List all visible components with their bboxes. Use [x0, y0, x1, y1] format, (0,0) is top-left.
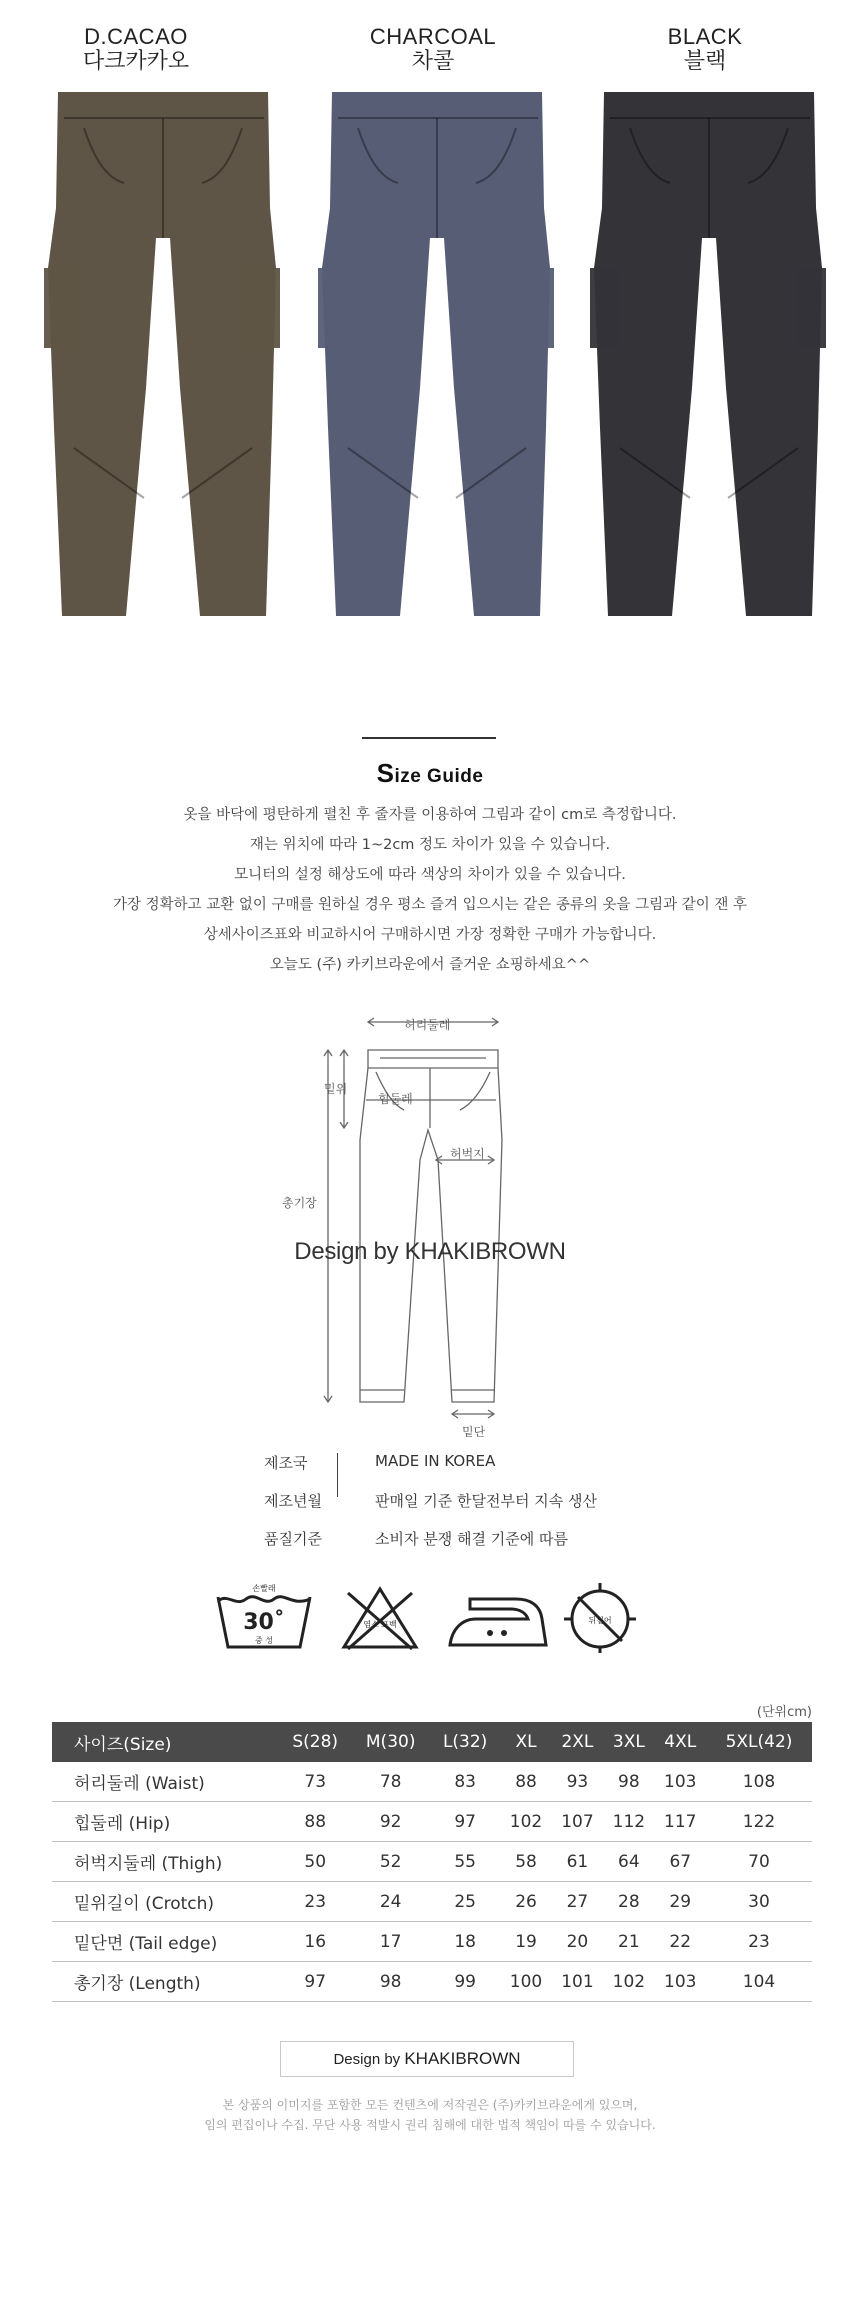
table-cell: 22 — [655, 1922, 706, 1962]
label-thigh: 허벅지 — [450, 1147, 485, 1161]
copyright-notice: 본 상품의 이미지를 포함한 모든 컨텐츠에 저작권은 (주)카키브라운에게 있으며, 임의 편집이나 수집. 무단 사용 적발시 권리 침해에 대한 법적 책임이 따를 수 있습니다. — [204, 2098, 656, 2132]
note-line: 재는 위치에 따라 1~2cm 정도 차이가 있을 수 있습니다. — [249, 837, 611, 853]
table-cell: 99 — [430, 1962, 500, 2002]
table-cell: 98 — [351, 1962, 430, 2002]
table-cell: 58 — [500, 1842, 551, 1882]
svg-text:중 성: 중 성 — [255, 1636, 273, 1645]
table-cell: 108 — [706, 1762, 812, 1802]
table-cell: 16 — [279, 1922, 351, 1962]
row-label: 허리둘레 (Waist) — [52, 1762, 279, 1802]
table-cell: 122 — [706, 1802, 812, 1842]
table-cell: 23 — [706, 1922, 812, 1962]
variant-label-dcacao: D.CACAO 다크카카오 — [82, 24, 190, 74]
table-cell: 20 — [552, 1922, 603, 1962]
variant-label-black: BLACK 블랙 — [667, 24, 743, 74]
table-cell: 26 — [500, 1882, 551, 1922]
table-row — [52, 1962, 812, 2002]
label-hem: 밑단 — [462, 1425, 486, 1439]
table-cell: 50 — [279, 1842, 351, 1882]
variant-label-charcoal: CHARCOAL 차콜 — [369, 24, 497, 74]
table-cell: 88 — [279, 1802, 351, 1842]
table-cell: 25 — [430, 1882, 500, 1922]
table-cell: 101 — [552, 1962, 603, 2002]
watermark-text: Design by KHAKIBROWN — [294, 1238, 566, 1265]
pants-image-dcacao — [44, 88, 280, 618]
no-bleach-icon — [340, 1583, 420, 1653]
table-cell: 29 — [655, 1882, 706, 1922]
label-rise: 밑위 — [324, 1082, 348, 1096]
note-line: 모니터의 설정 해상도에 따라 색상의 차이가 있을 수 있습니다. — [234, 867, 626, 883]
hand-wash-icon — [214, 1583, 314, 1653]
size-guide-notes — [0, 800, 860, 980]
table-row — [52, 1762, 812, 1802]
table-cell: 104 — [706, 1962, 812, 2002]
brand-box: Design by KHAKIBROWN — [280, 2041, 574, 2077]
label-waist: 허리둘레 — [404, 1018, 451, 1032]
table-row — [52, 1802, 812, 1842]
svg-text:30˚: 30˚ — [243, 1610, 285, 1635]
table-cell: 102 — [603, 1962, 654, 2002]
table-cell: 30 — [706, 1882, 812, 1922]
table-cell: 107 — [552, 1802, 603, 1842]
table-header: 3XL — [603, 1722, 654, 1762]
measurement-diagram — [280, 1010, 580, 1440]
table-cell: 97 — [430, 1802, 500, 1842]
size-table — [52, 1722, 812, 2002]
table-header: 5XL(42) — [706, 1722, 812, 1762]
table-row — [52, 1842, 812, 1882]
table-header: 2XL — [552, 1722, 603, 1762]
table-cell: 67 — [655, 1842, 706, 1882]
svg-text:손빨래: 손빨래 — [252, 1584, 276, 1593]
row-label: 밑단면 (Tail edge) — [52, 1922, 279, 1962]
note-line: 옷을 바닥에 평탄하게 펼친 후 줄자를 이용하여 그림과 같이 cm로 측정합니다. — [183, 807, 677, 823]
label-hip: 힙둘레 — [378, 1092, 413, 1106]
table-cell: 78 — [351, 1762, 430, 1802]
table-cell: 23 — [279, 1882, 351, 1922]
row-label: 허벅지둘레 (Thigh) — [52, 1842, 279, 1882]
svg-text:뒤집어: 뒤집어 — [588, 1616, 612, 1625]
table-cell: 97 — [279, 1962, 351, 2002]
dry-icon — [562, 1583, 638, 1653]
section-divider — [362, 737, 496, 739]
unit-label: (단위cm) — [756, 1705, 812, 1720]
table-header-row — [52, 1722, 812, 1762]
table-cell: 103 — [655, 1762, 706, 1802]
table-cell: 18 — [430, 1922, 500, 1962]
table-header: 사이즈(Size) — [52, 1722, 279, 1762]
table-cell: 19 — [500, 1922, 551, 1962]
table-cell: 112 — [603, 1802, 654, 1842]
table-cell: 55 — [430, 1842, 500, 1882]
table-header: M(30) — [351, 1722, 430, 1762]
table-cell: 73 — [279, 1762, 351, 1802]
note-line: 상세사이즈표와 비교하시어 구매하시면 가장 정확한 구매가 가능합니다. — [203, 927, 657, 943]
svg-text:염소 표백: 염소 표백 — [363, 1620, 397, 1629]
table-row — [52, 1922, 812, 1962]
pants-image-black — [590, 88, 826, 618]
table-cell: 98 — [603, 1762, 654, 1802]
row-label: 밑위길이 (Crotch) — [52, 1882, 279, 1922]
table-cell: 27 — [552, 1882, 603, 1922]
table-cell: 70 — [706, 1842, 812, 1882]
note-line: 가장 정확하고 교환 없이 구매를 원하실 경우 평소 즐겨 입으시는 같은 종류의 옷을 그림과 같이 잰 후 — [112, 897, 748, 913]
table-header: L(32) — [430, 1722, 500, 1762]
table-cell: 17 — [351, 1922, 430, 1962]
table-row — [52, 1882, 812, 1922]
table-header: XL — [500, 1722, 551, 1762]
table-cell: 28 — [603, 1882, 654, 1922]
label-length: 총기장 — [282, 1196, 317, 1210]
table-cell: 24 — [351, 1882, 430, 1922]
table-cell: 117 — [655, 1802, 706, 1842]
table-cell: 102 — [500, 1802, 551, 1842]
size-guide-title: Size Guide — [376, 758, 484, 788]
table-cell: 88 — [500, 1762, 551, 1802]
table-cell: 21 — [603, 1922, 654, 1962]
table-header: S(28) — [279, 1722, 351, 1762]
pants-image-charcoal — [318, 88, 554, 618]
info-row-manufactured: 제조년월 판매일 기준 한달전부터 지속 생산 — [264, 1492, 597, 1510]
table-cell: 83 — [430, 1762, 500, 1802]
table-cell: 92 — [351, 1802, 430, 1842]
table-cell: 61 — [552, 1842, 603, 1882]
table-cell: 64 — [603, 1842, 654, 1882]
table-cell: 93 — [552, 1762, 603, 1802]
table-header: 4XL — [655, 1722, 706, 1762]
table-cell: 100 — [500, 1962, 551, 2002]
info-row-origin: 제조국 MADE IN KOREA — [264, 1452, 496, 1472]
iron-icon — [446, 1583, 550, 1653]
note-line: 오늘도 (주) 카키브라운에서 즐거운 쇼핑하세요^^ — [269, 957, 591, 973]
table-cell: 52 — [351, 1842, 430, 1882]
row-label: 총기장 (Length) — [52, 1962, 279, 2002]
info-row-quality: 품질기준 소비자 분쟁 해결 기준에 따름 — [264, 1530, 568, 1548]
row-label: 힙둘레 (Hip) — [52, 1802, 279, 1842]
table-cell: 103 — [655, 1962, 706, 2002]
